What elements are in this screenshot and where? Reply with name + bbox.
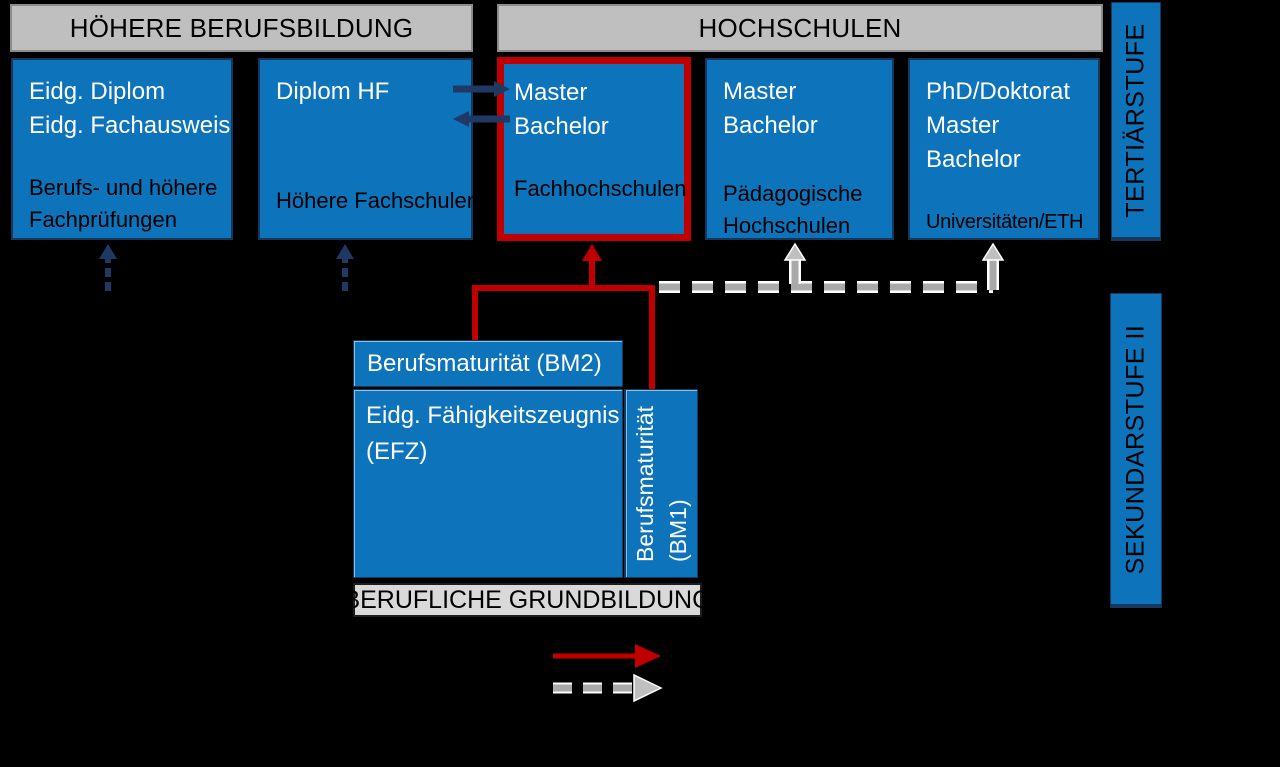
box-title: Master Bachelor	[514, 79, 609, 140]
bar-tertiaerstufe	[1111, 2, 1161, 241]
box-title: Eidg. Diplom Eidg. Fachausweis	[29, 78, 231, 139]
box-paedagogische-hochschulen	[705, 58, 894, 240]
box-label: Berufsmaturität (BM1)	[631, 405, 691, 562]
box-subtitle: Universitäten/ETH	[926, 211, 1084, 233]
header-label: HÖHERE BERUFSBILDUNG	[69, 12, 414, 43]
box-label: Eidg. Fähigkeitszeugnis (EFZ)	[366, 402, 620, 465]
box-label: Berufsmaturität (BM2)	[367, 349, 602, 377]
legend-solid-red-arrow	[553, 644, 661, 668]
header-hoehere-berufsbildung	[10, 4, 473, 52]
box-berufsmaturitaet-bm1	[624, 389, 698, 578]
box-efz	[353, 389, 623, 578]
bar-label: SEKUNDARSTUFE II	[1121, 324, 1150, 574]
header-label: HOCHSCHULEN	[698, 12, 902, 43]
box-title: Diplom HF	[276, 78, 390, 105]
arrow-up-berufspruefungen	[99, 244, 117, 291]
box-title: PhD/Doktorat Master Bachelor	[926, 78, 1071, 173]
box-fachhochschulen-highlighted	[497, 57, 691, 241]
bar-label: TERTIÄRSTUFE	[1121, 22, 1150, 218]
box-berufspruefungen	[11, 58, 233, 240]
box-universitaeten-eth	[908, 58, 1100, 240]
label-berufliche-grundbildung: BERUFLICHE GRUNDBILDUNG	[353, 583, 702, 617]
legend-dashed-gray-arrow	[553, 675, 661, 701]
box-title: Master Bachelor	[723, 78, 818, 139]
bar-sekundarstufe-2	[1110, 293, 1162, 608]
connector-gray-dashed	[659, 244, 1003, 290]
box-subtitle: Pädagogische Hochschulen	[723, 181, 863, 238]
box-berufsmaturitaet-bm2	[353, 340, 623, 387]
header-hochschulen	[497, 4, 1103, 52]
arrow-up-hoehere-fachschulen	[336, 244, 354, 291]
box-subtitle: Höhere Fachschulen	[276, 188, 480, 213]
box-subtitle: Berufs- und höhere Fachprüfungen	[29, 175, 218, 232]
box-hoehere-fachschulen	[258, 58, 480, 240]
box-subtitle: Fachhochschulen	[514, 176, 687, 201]
